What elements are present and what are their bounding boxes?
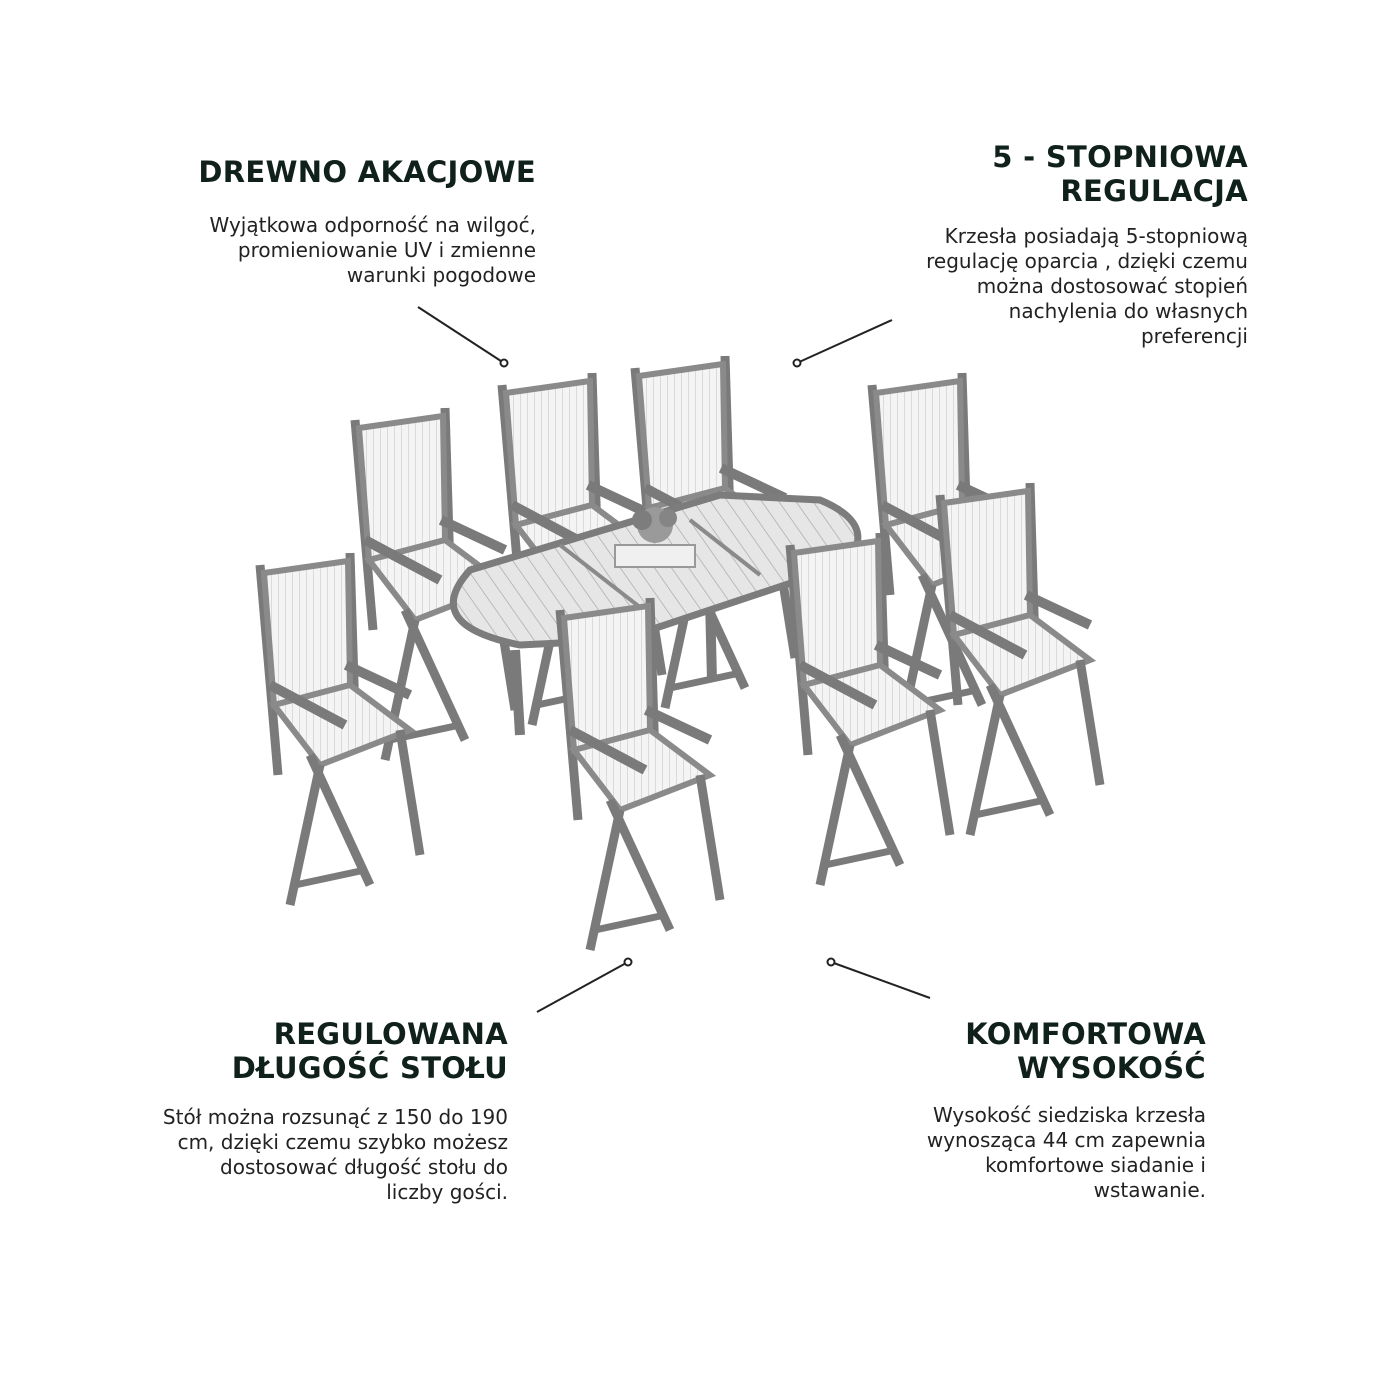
feature-desc-line: Krzesła posiadają 5-stopniową — [944, 224, 1248, 248]
feature-title-line: WYSOKOŚĆ — [1017, 1051, 1206, 1085]
feature-acacia-wood — [140, 155, 536, 288]
feature-adjustable-table-length — [100, 1017, 508, 1205]
callout-line-height — [828, 959, 931, 999]
feature-desc-line: regulację oparcia , dzięki czemu — [926, 249, 1248, 273]
feature-desc-line: warunki pogodowe — [346, 263, 536, 287]
feature-title-line: KOMFORTOWA — [965, 1017, 1206, 1051]
feature-desc-line: wynosząca 44 cm zapewnia — [926, 1128, 1206, 1152]
chair-front-2 — [560, 598, 720, 950]
feature-desc-line: dostosować długość stołu do — [220, 1155, 508, 1179]
feature-5-step-adjustment — [840, 140, 1248, 349]
feature-desc-line: Wyjątkowa odporność na wilgoć, — [209, 213, 536, 237]
feature-desc-line: Wysokość siedziska krzesła — [932, 1103, 1206, 1127]
feature-desc-line: wstawanie. — [1093, 1178, 1206, 1202]
feature-desc-line: liczby gości. — [386, 1180, 508, 1204]
feature-title-line: REGULOWANA — [273, 1017, 508, 1051]
callout-line-wood — [418, 307, 508, 367]
feature-comfortable-height — [860, 1017, 1206, 1203]
feature-desc-line: Stół można rozsunąć z 150 do 190 — [162, 1105, 508, 1129]
chair-front-1 — [260, 553, 420, 905]
feature-title: DREWNO AKACJOWE — [198, 155, 536, 189]
feature-desc-line: promieniowanie UV i zmienne — [237, 238, 536, 262]
callout-line-table — [537, 959, 632, 1013]
feature-desc-line: preferencji — [1140, 324, 1248, 348]
feature-desc-line: można dostosować stopień — [976, 274, 1248, 298]
feature-title-line: REGULACJA — [1060, 174, 1248, 208]
feature-desc-line: nachylenia do własnych — [1008, 299, 1248, 323]
feature-title-line: DŁUGOŚĆ STOŁU — [231, 1051, 508, 1085]
feature-title-line: 5 - STOPNIOWA — [992, 140, 1248, 174]
feature-desc-line: cm, dzięki czemu szybko możesz — [177, 1130, 508, 1154]
feature-desc-line: komfortowe siadanie i — [985, 1153, 1206, 1177]
